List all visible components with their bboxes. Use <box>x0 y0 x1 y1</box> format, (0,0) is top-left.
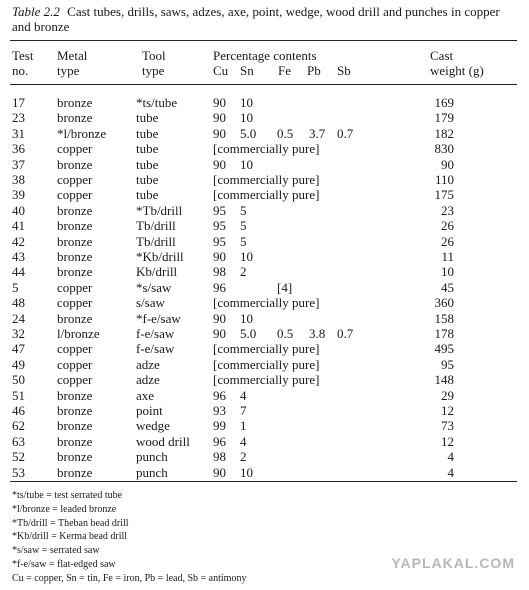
bottom-rule <box>10 481 517 482</box>
cell-tool: f-e/saw <box>136 326 175 341</box>
top-rule <box>10 40 517 41</box>
cell-sn: 4 <box>240 433 247 449</box>
cell-cu: 96 <box>213 387 226 403</box>
cell-test-no: 32 <box>12 326 25 341</box>
cell-test-no: 47 <box>12 341 25 357</box>
cell-cu: 90 <box>213 326 226 341</box>
cell-cu: 93 <box>213 403 226 418</box>
cell-metal: *l/bronze <box>57 125 107 141</box>
footnote: *f-e/saw = flat-edged saw <box>12 558 116 570</box>
cell-sb: 0.7 <box>337 125 354 141</box>
cell-metal: bronze <box>57 449 93 465</box>
cell-test-no: 31 <box>12 125 25 141</box>
cell-fe: 0.5 <box>277 326 294 341</box>
cell-test-no: 43 <box>12 249 25 264</box>
cell-test-no: 52 <box>12 449 25 465</box>
header-test: Test no. <box>12 48 34 78</box>
cell-cu: 90 <box>213 249 226 264</box>
cell-test-no: 41 <box>12 218 25 234</box>
cell-tool: tube <box>136 187 159 203</box>
cell-sn: 5 <box>240 218 247 234</box>
cell-pb: 3.7 <box>309 125 326 141</box>
cell-note: [commercially pure] <box>213 187 320 203</box>
watermark: YAPLAKAL.COM <box>391 555 515 571</box>
footnote: *s/saw = serrated saw <box>12 545 100 557</box>
cell-test-no: 37 <box>12 156 25 172</box>
cell-tool: tube <box>136 110 159 126</box>
cell-weight: 45 <box>441 279 454 295</box>
cell-test-no: 24 <box>12 310 25 326</box>
caption-text: Cast tubes, drills, saws, adzes, axe, point, wedge, wood drill and punches in copper and bronze <box>12 4 500 34</box>
cell-sn: 10 <box>240 156 253 172</box>
cell-cu: 90 <box>213 110 226 126</box>
footnote: Cu = copper, Sn = tin, Fe = iron, Pb = lead, Sb = antimony <box>12 572 247 584</box>
header-sb: Sb <box>337 63 351 78</box>
cell-test-no: 50 <box>12 372 25 388</box>
cell-weight: 10 <box>441 264 454 280</box>
footnote: *Tb/drill = Theban bead drill <box>12 517 129 529</box>
cell-test-no: 5 <box>12 279 19 295</box>
cell-metal: copper <box>57 295 93 311</box>
cell-cu: 98 <box>213 449 226 465</box>
cell-test-no: 62 <box>12 418 25 434</box>
cell-metal: bronze <box>57 264 93 280</box>
cell-metal: bronze <box>57 95 93 110</box>
cell-weight: 11 <box>441 249 454 264</box>
cell-metal: bronze <box>57 387 93 403</box>
cell-sn: 7 <box>240 403 247 418</box>
cell-weight: 73 <box>441 418 454 434</box>
cell-tool: punch <box>136 464 168 480</box>
cell-tool: adze <box>136 372 160 388</box>
cell-weight: 26 <box>441 218 454 234</box>
cell-cu: 96 <box>213 279 226 295</box>
cell-metal: bronze <box>57 433 93 449</box>
cell-tool: *Tb/drill <box>136 202 183 218</box>
cell-tool: Kb/drill <box>136 264 178 280</box>
cell-tool: tube <box>136 156 159 172</box>
cell-sn: 10 <box>240 110 253 126</box>
cell-note: [commercially pure] <box>213 295 320 311</box>
cell-note: [commercially pure] <box>213 172 320 187</box>
cell-note: [commercially pure] <box>213 341 320 357</box>
cell-note: [commercially pure] <box>213 372 320 388</box>
cell-weight: 95 <box>441 356 454 372</box>
cell-sn: 2 <box>240 264 247 280</box>
cell-cu: 90 <box>213 95 226 110</box>
cell-metal: bronze <box>57 110 93 126</box>
cell-sn: 4 <box>240 387 247 403</box>
cell-metal: bronze <box>57 249 93 264</box>
header-sn: Sn <box>240 63 254 78</box>
cell-tool: punch <box>136 449 168 465</box>
cell-test-no: 23 <box>12 110 25 126</box>
table-caption <box>12 4 517 34</box>
cell-metal: copper <box>57 372 93 388</box>
cell-tool: tube <box>136 125 159 141</box>
cell-weight: 29 <box>441 387 454 403</box>
cell-weight: 830 <box>434 141 454 157</box>
cell-tool: *s/saw <box>136 279 172 295</box>
cell-weight: 175 <box>434 187 454 203</box>
cell-weight: 110 <box>434 172 454 187</box>
cell-cu: 95 <box>213 233 226 249</box>
cell-tool: Tb/drill <box>136 218 176 234</box>
cell-tool: f-e/saw <box>136 341 175 357</box>
header-tool: Tool type <box>142 48 166 78</box>
cell-sn: 5 <box>240 233 247 249</box>
cell-test-no: 48 <box>12 295 25 311</box>
cell-sn: 10 <box>240 95 253 110</box>
cell-weight: 4 <box>447 449 454 465</box>
cell-cu: 96 <box>213 433 226 449</box>
cell-weight: 179 <box>434 110 454 126</box>
caption-label: Table 2.2 <box>12 4 60 19</box>
footnote: *ts/tube = test serrated tube <box>12 490 123 501</box>
cell-test-no: 17 <box>12 95 25 110</box>
cell-sn: 10 <box>240 464 253 480</box>
cell-metal: bronze <box>57 156 93 172</box>
cell-test-no: 39 <box>12 187 25 203</box>
cell-tool: point <box>136 403 163 418</box>
cell-tool: wood drill <box>136 433 190 449</box>
cell-test-no: 38 <box>12 172 25 187</box>
header-cast: Cast weight (g) <box>430 48 484 78</box>
cell-tool: *f-e/saw <box>136 310 181 326</box>
cell-test-no: 42 <box>12 233 25 249</box>
cell-metal: copper <box>57 141 93 157</box>
cell-metal: bronze <box>57 403 93 418</box>
cell-cu: 99 <box>213 418 226 434</box>
cell-metal: copper <box>57 341 93 357</box>
cell-metal: copper <box>57 172 93 187</box>
cell-sn: 10 <box>240 249 253 264</box>
cell-cu: 90 <box>213 125 226 141</box>
cell-weight: 158 <box>434 310 454 326</box>
cell-weight: 148 <box>434 372 454 388</box>
cell-sn: 5 <box>240 202 247 218</box>
cell-note: [commercially pure] <box>213 356 320 372</box>
cell-sn: 2 <box>240 449 247 465</box>
cell-tool: tube <box>136 172 159 187</box>
cell-weight: 12 <box>441 403 454 418</box>
cell-note: [commercially pure] <box>213 141 320 157</box>
header-pb: Pb <box>307 63 321 78</box>
cell-metal: bronze <box>57 418 93 434</box>
cell-weight: 26 <box>441 233 454 249</box>
cell-cu: 90 <box>213 156 226 172</box>
cell-fe: 0.5 <box>277 125 294 141</box>
cell-weight: 23 <box>441 202 454 218</box>
header-rule <box>10 84 517 85</box>
cell-tool: tube <box>136 141 159 157</box>
cell-cu: 95 <box>213 218 226 234</box>
cell-test-no: 63 <box>12 433 25 449</box>
footnote: *l/bronze = leaded bronze <box>12 503 117 515</box>
cell-tool: s/saw <box>136 295 165 311</box>
cell-sn: 10 <box>240 310 253 326</box>
cell-tool: Tb/drill <box>136 233 176 249</box>
cell-metal: bronze <box>57 233 93 249</box>
cell-weight: 495 <box>434 341 454 357</box>
cell-sn: 5.0 <box>240 326 257 341</box>
cell-cu: 90 <box>213 464 226 480</box>
cell-cu: 90 <box>213 310 226 326</box>
cell-test-no: 51 <box>12 387 25 403</box>
cell-sn: 1 <box>240 418 247 434</box>
cell-fe: [4] <box>277 279 293 295</box>
cell-metal: bronze <box>57 464 93 480</box>
cell-metal: copper <box>57 356 93 372</box>
cell-cu: 98 <box>213 264 226 280</box>
cell-weight: 178 <box>434 326 454 341</box>
cell-metal: bronze <box>57 202 93 218</box>
cell-weight: 182 <box>434 125 454 141</box>
cell-weight: 90 <box>441 156 454 172</box>
cell-metal: bronze <box>57 310 93 326</box>
cell-pb: 3.8 <box>309 326 326 341</box>
cell-test-no: 44 <box>12 264 25 280</box>
cell-tool: adze <box>136 356 160 372</box>
cell-weight: 12 <box>441 433 454 449</box>
cell-test-no: 49 <box>12 356 25 372</box>
cell-test-no: 46 <box>12 403 25 418</box>
cell-metal: copper <box>57 279 93 295</box>
cell-sn: 5.0 <box>240 125 257 141</box>
cell-metal: bronze <box>57 218 93 234</box>
cell-metal: l/bronze <box>57 326 100 341</box>
header-metal: Metal type <box>57 48 88 78</box>
cell-metal: copper <box>57 187 93 203</box>
cell-weight: 169 <box>434 95 454 110</box>
cell-tool: wedge <box>136 418 170 434</box>
header-fe: Fe <box>278 63 291 78</box>
cell-weight: 360 <box>434 295 454 311</box>
header-percentage: Percentage contents <box>213 48 317 63</box>
cell-tool: axe <box>136 387 155 403</box>
footnote: *Kb/drill = Kerma bead drill <box>12 531 128 543</box>
cell-test-no: 36 <box>12 141 25 157</box>
cell-weight: 4 <box>447 464 454 480</box>
cell-test-no: 53 <box>12 464 25 480</box>
cell-cu: 95 <box>213 202 226 218</box>
cell-tool: *Kb/drill <box>136 249 184 264</box>
header-cu: Cu <box>213 63 229 78</box>
cell-tool: *ts/tube <box>136 95 178 110</box>
footnotes <box>12 489 246 586</box>
cell-test-no: 40 <box>12 202 25 218</box>
cell-sb: 0.7 <box>337 326 354 341</box>
